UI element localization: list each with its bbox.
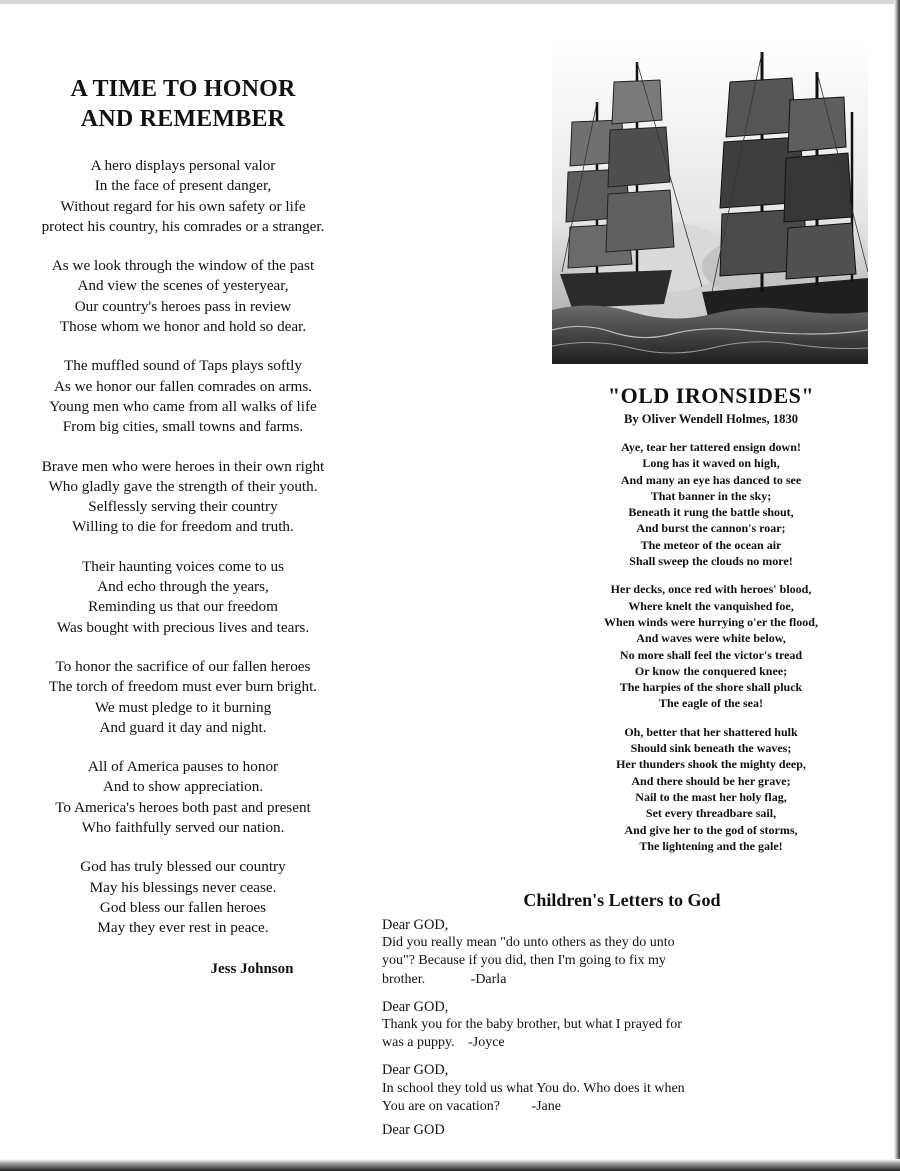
letter-greeting: Dear GOD,	[382, 917, 449, 933]
poem-line: And to show appreciation.	[102, 778, 264, 796]
poem-line: We must pledge to it burning	[94, 698, 272, 716]
poem-line: Set every threadbare sail,	[645, 806, 777, 821]
poem-line: From big cities, small towns and farms.	[62, 418, 304, 436]
stanza	[22, 457, 344, 538]
stanza	[22, 657, 344, 738]
stanza	[22, 757, 344, 838]
poem-line: The eagle of the sea!	[659, 696, 763, 711]
poem-author: Jess Johnson	[210, 960, 294, 977]
poem-line: May they ever rest in peace.	[97, 919, 269, 937]
letter-line: you"? Because if you did, then I'm going to fix my	[382, 953, 666, 969]
poem-line: And give her to the god of storms,	[624, 822, 798, 837]
poem-line: Was bought with precious lives and tears.	[56, 618, 310, 636]
poem-line: May his blessings never cease.	[89, 878, 277, 896]
poem-line: To honor the sacrifice of our fallen heroes	[55, 657, 311, 675]
letter	[382, 1061, 862, 1116]
poem-line: Aye, tear her tattered ensign down!	[621, 440, 801, 454]
poem-line: protect his country, his comrades or a stranger.	[41, 217, 325, 235]
scan-edge-bottom	[0, 1159, 900, 1171]
poem-line: And many an eye has danced to see	[620, 472, 802, 487]
cutoff-letter-greeting: Dear GOD	[382, 1123, 445, 1135]
stanza	[552, 581, 870, 711]
letter-line: Did you really mean "do unto others as they do unto	[382, 935, 675, 951]
old-ironsides-poem	[552, 383, 870, 854]
poem-line: God has truly blessed our country	[80, 858, 286, 876]
poem-line: Or know the conquered knee;	[634, 663, 788, 678]
poem-line: The lightening and the gale!	[639, 838, 783, 853]
poem-line: Where knelt the vanquished foe,	[628, 598, 794, 613]
stanza	[22, 256, 344, 337]
stanza	[22, 356, 344, 437]
letter-signature: -Jane	[531, 1098, 561, 1114]
stanza	[22, 156, 344, 237]
letter-signature: -Darla	[470, 971, 507, 987]
poem-line: Our country's heroes pass in review	[74, 297, 292, 315]
letter	[382, 916, 862, 989]
poem-line: Those whom we honor and hold so dear.	[59, 318, 307, 336]
poem-line: To America's heroes both past and present	[55, 798, 311, 816]
poem-line: When winds were hurrying o'er the flood,	[604, 614, 818, 629]
poem-line: Without regard for his own safety or life	[60, 197, 306, 215]
poem-line: Who gladly gave the strength of their youth.	[48, 477, 318, 495]
poem-line: Her decks, once red with heroes' blood,	[610, 582, 812, 597]
poem-line: Who faithfully served our nation.	[81, 819, 285, 837]
poem-line: A hero displays personal valor	[90, 157, 276, 174]
letter-line: You are on vacation?	[382, 1098, 500, 1114]
honor-poem	[22, 74, 344, 978]
poem-line: No more shall feel the victor's tread	[619, 647, 803, 662]
poem-line: Brave men who were heroes in their own right	[41, 457, 325, 475]
poem-line: Young men who came from all walks of life	[49, 397, 317, 415]
childrens-letters	[382, 889, 862, 1134]
honor-poem-title: A TIME TO HONOR AND REMEMBER	[70, 76, 296, 132]
poem-line: Her thunders shook the mighty deep,	[616, 757, 806, 772]
poem-line: Long has it waved on high,	[642, 456, 780, 471]
poem-line: Shall sweep the clouds no more!	[629, 554, 793, 569]
poem-line: And there should be her grave;	[631, 773, 791, 788]
poem-byline: By Oliver Wendell Holmes, 1830	[623, 412, 799, 426]
poem-line: Selflessly serving their country	[88, 498, 278, 516]
letter	[382, 998, 862, 1053]
scan-edge-right	[894, 0, 900, 1171]
poem-line: All of America pauses to honor	[87, 758, 279, 776]
letter-greeting: Dear GOD,	[382, 998, 449, 1015]
poem-line: Reminding us that our freedom	[88, 598, 278, 616]
poem-line: The muffled sound of Taps plays softly	[64, 357, 302, 375]
poem-line: And burst the cannon's roar;	[636, 521, 786, 536]
poem-line: Willing to die for freedom and truth.	[72, 518, 294, 536]
poem-line: In the face of present danger,	[94, 177, 272, 195]
poem-line: And view the scenes of yesteryear,	[77, 277, 289, 295]
stanza	[552, 724, 870, 854]
poem-line: And guard it day and night.	[99, 718, 267, 736]
poem-line: The meteor of the ocean air	[640, 537, 782, 552]
letter-line: Thank you for the baby brother, but what I prayed for	[382, 1017, 682, 1033]
poem-line: Nail to the mast her holy flag,	[635, 789, 787, 804]
poem-line: Beneath it rung the battle shout,	[628, 505, 794, 520]
poem-line: As we look through the window of the past	[51, 257, 315, 275]
poem-line: As we honor our fallen comrades on arms.	[53, 377, 313, 395]
letter-line: brother.	[382, 971, 426, 987]
letter-greeting: Dear GOD,	[382, 1062, 449, 1079]
poem-line: God bless our fallen heroes	[99, 898, 267, 916]
old-ironsides-title: "OLD IRONSIDES"	[607, 383, 815, 408]
poem-line: The torch of freedom must ever burn bright.	[48, 678, 318, 696]
letter-line: In school they told us what You do. Who does it when	[382, 1080, 685, 1096]
poem-line: The harpies of the shore shall pluck	[619, 680, 803, 695]
poem-line: That banner in the sky;	[650, 488, 772, 503]
stanza	[22, 857, 344, 938]
letter-signature: -Joyce	[468, 1035, 505, 1051]
letter-line: was a puppy.	[382, 1035, 455, 1051]
poem-line: Oh, better that her shattered hulk	[624, 724, 798, 739]
stanza	[552, 439, 870, 569]
letters-title: Children's Letters to God	[523, 890, 721, 910]
poem-line: Should sink beneath the waves;	[630, 741, 792, 756]
poem-line: And waves were white below,	[636, 631, 786, 646]
poem-line: Their haunting voices come to us	[81, 557, 285, 575]
scan-edge-top	[0, 0, 900, 4]
sailing-ships-illustration	[552, 42, 868, 364]
stanza	[22, 557, 344, 638]
poem-line: And echo through the years,	[97, 578, 269, 596]
